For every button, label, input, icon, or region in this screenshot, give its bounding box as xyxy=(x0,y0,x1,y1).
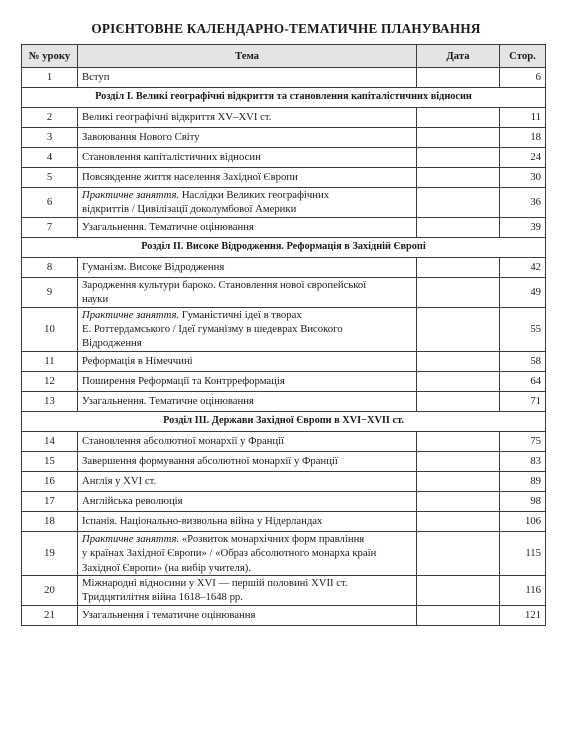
table-row xyxy=(22,277,546,307)
topic-text: Узагальнення. Тематичне оцінювання xyxy=(82,395,254,408)
lesson-number: 17 xyxy=(22,491,78,511)
table-row xyxy=(22,351,546,371)
lesson-date xyxy=(417,351,500,371)
lesson-page: 49 xyxy=(500,277,546,307)
topic-line xyxy=(82,170,412,184)
topic-text: Відродження xyxy=(82,337,142,350)
topic-line xyxy=(82,474,412,488)
topic-text: Становлення абсолютної монархії у Франції xyxy=(82,435,285,448)
lesson-date xyxy=(417,257,500,277)
lesson-topic xyxy=(78,168,417,188)
lesson-page: 36 xyxy=(500,188,546,218)
lesson-number: 10 xyxy=(22,307,78,351)
lesson-page: 89 xyxy=(500,471,546,491)
topic-line xyxy=(82,278,412,292)
header-page: Стор. xyxy=(500,45,546,68)
lesson-date xyxy=(417,511,500,531)
practical-lesson-label: Практичне заняття. xyxy=(82,308,180,321)
lesson-number: 14 xyxy=(22,431,78,451)
topic-line xyxy=(82,260,412,274)
lesson-topic xyxy=(78,511,417,531)
table-row xyxy=(22,108,546,128)
lesson-number: 7 xyxy=(22,217,78,237)
table-row xyxy=(22,531,546,575)
lesson-number: 3 xyxy=(22,128,78,148)
topic-line xyxy=(82,130,412,144)
practical-lesson-label: Практичне заняття. xyxy=(82,532,180,545)
topic-line xyxy=(82,308,412,322)
topic-line xyxy=(82,374,412,388)
lesson-date xyxy=(417,128,500,148)
header-date: Дата xyxy=(417,45,500,68)
section-heading-row xyxy=(22,411,546,431)
lesson-topic xyxy=(78,277,417,307)
lesson-page: 58 xyxy=(500,351,546,371)
lesson-number: 15 xyxy=(22,451,78,471)
header-topic: Тема xyxy=(78,45,417,68)
lesson-date xyxy=(417,108,500,128)
lesson-date xyxy=(417,451,500,471)
lesson-number: 18 xyxy=(22,511,78,531)
topic-line xyxy=(82,532,412,546)
lesson-topic xyxy=(78,128,417,148)
topic-text: у країнах Західної Європи» / «Образ абсолютного монарха країн xyxy=(82,547,377,560)
topic-text: Іспанія. Національно-визвольна війна у Нідерландах xyxy=(82,515,323,528)
lesson-date xyxy=(417,391,500,411)
lesson-number: 1 xyxy=(22,68,78,88)
topic-text: «Розвиток монархічних форм правління xyxy=(179,532,365,545)
lesson-date xyxy=(417,531,500,575)
table-row xyxy=(22,391,546,411)
lesson-page: 18 xyxy=(500,128,546,148)
table-row xyxy=(22,576,546,606)
section-heading-row xyxy=(22,237,546,257)
topic-text: Наслідки Великих географічних xyxy=(179,189,330,201)
table-row xyxy=(22,491,546,511)
lesson-topic xyxy=(78,531,417,575)
lesson-date xyxy=(417,491,500,511)
planning-table xyxy=(21,44,546,626)
lesson-topic xyxy=(78,68,417,88)
topic-line xyxy=(82,590,412,604)
lesson-page: 39 xyxy=(500,217,546,237)
lesson-number: 2 xyxy=(22,108,78,128)
lesson-topic xyxy=(78,391,417,411)
topic-text: Узагальнення. Тематичне оцінювання xyxy=(82,221,254,234)
table-header-row xyxy=(22,45,546,68)
practical-lesson-label: Практичне заняття. xyxy=(82,189,180,201)
table-row xyxy=(22,605,546,625)
topic-line xyxy=(82,110,412,124)
topic-line xyxy=(82,354,412,368)
lesson-number: 11 xyxy=(22,351,78,371)
lesson-topic xyxy=(78,108,417,128)
table-row xyxy=(22,128,546,148)
topic-text: Міжнародні відносини у XVI — першій половині XVII ст. xyxy=(82,577,348,590)
topic-text: Е. Роттердамського / Ідеї гуманізму в шедеврах Високого xyxy=(82,323,343,336)
lesson-page: 83 xyxy=(500,451,546,471)
lesson-number: 13 xyxy=(22,391,78,411)
table-row xyxy=(22,431,546,451)
topic-text: Узагальнення і тематичне оцінювання xyxy=(82,609,256,622)
topic-text: Становлення капіталістичних відносин xyxy=(82,151,261,164)
table-row xyxy=(22,511,546,531)
topic-text: Західної Європи» (на вибір учителя). xyxy=(82,561,252,574)
table-row xyxy=(22,257,546,277)
table-row xyxy=(22,307,546,351)
section-heading-row xyxy=(22,88,546,108)
lesson-date xyxy=(417,148,500,168)
lesson-page: 106 xyxy=(500,511,546,531)
lesson-page: 30 xyxy=(500,168,546,188)
lesson-topic xyxy=(78,257,417,277)
topic-text: Тридцятилітня війна 1618–1648 рр. xyxy=(82,591,243,604)
lesson-number: 9 xyxy=(22,277,78,307)
lesson-page: 121 xyxy=(500,605,546,625)
topic-text: Повсякденне життя населення Західної Європи xyxy=(82,171,298,184)
topic-text: Англійська революція xyxy=(82,495,183,508)
lesson-page: 115 xyxy=(500,531,546,575)
lesson-page: 98 xyxy=(500,491,546,511)
lesson-date xyxy=(417,168,500,188)
topic-line xyxy=(82,336,412,350)
lesson-date xyxy=(417,277,500,307)
topic-line xyxy=(82,561,412,575)
lesson-date xyxy=(417,605,500,625)
topic-text: Поширення Реформації та Контрреформація xyxy=(82,375,285,388)
lesson-date xyxy=(417,307,500,351)
lesson-topic xyxy=(78,217,417,237)
lesson-page: 6 xyxy=(500,68,546,88)
lesson-page: 116 xyxy=(500,576,546,606)
topic-line xyxy=(82,322,412,336)
lesson-number: 6 xyxy=(22,188,78,218)
lesson-date xyxy=(417,217,500,237)
topic-line xyxy=(82,202,412,216)
lesson-topic xyxy=(78,188,417,218)
table-row xyxy=(22,451,546,471)
lesson-topic xyxy=(78,605,417,625)
table-row xyxy=(22,68,546,88)
topic-line xyxy=(82,188,412,202)
topic-text: Завоювання Нового Світу xyxy=(82,131,200,144)
topic-line xyxy=(82,546,412,560)
lesson-date xyxy=(417,371,500,391)
lesson-date xyxy=(417,431,500,451)
topic-line xyxy=(82,514,412,528)
lesson-page: 24 xyxy=(500,148,546,168)
lesson-topic xyxy=(78,307,417,351)
topic-line xyxy=(82,70,412,84)
topic-line xyxy=(82,576,412,590)
table-row xyxy=(22,471,546,491)
lesson-page: 42 xyxy=(500,257,546,277)
lesson-topic xyxy=(78,451,417,471)
lesson-topic xyxy=(78,576,417,606)
topic-text: науки xyxy=(82,293,109,306)
topic-line xyxy=(82,150,412,164)
lesson-topic xyxy=(78,491,417,511)
lesson-date xyxy=(417,68,500,88)
lesson-page: 11 xyxy=(500,108,546,128)
topic-text: Завершення формування абсолютної монархії у Франції xyxy=(82,455,338,468)
header-lesson-number: № уроку xyxy=(22,45,78,68)
table-row xyxy=(22,217,546,237)
table-row xyxy=(22,188,546,218)
lesson-page: 55 xyxy=(500,307,546,351)
lesson-topic xyxy=(78,431,417,451)
topic-text: Гуманізм. Високе Відродження xyxy=(82,261,225,274)
page-title: ОРІЄНТОВНЕ КАЛЕНДАРНО-ТЕМАТИЧНЕ ПЛАНУВАННЯ xyxy=(91,21,481,36)
topic-text: Реформація в Німеччині xyxy=(82,355,193,368)
lesson-number: 4 xyxy=(22,148,78,168)
topic-line xyxy=(82,434,412,448)
topic-line xyxy=(82,394,412,408)
section-title: Розділ ІІ. Високе Відродження. Реформація в Західній Європі xyxy=(22,237,546,257)
lesson-number: 21 xyxy=(22,605,78,625)
lesson-topic xyxy=(78,371,417,391)
lesson-number: 20 xyxy=(22,576,78,606)
lesson-page: 71 xyxy=(500,391,546,411)
topic-text: відкриттів / Цивілізації доколумбової Америки xyxy=(82,203,297,216)
topic-line xyxy=(82,608,412,622)
topic-text: Великі географічні відкриття XV–XVI ст. xyxy=(82,111,272,124)
lesson-page: 75 xyxy=(500,431,546,451)
lesson-page: 64 xyxy=(500,371,546,391)
table-row xyxy=(22,371,546,391)
topic-line xyxy=(82,454,412,468)
table-body xyxy=(22,68,546,626)
topic-text: Англія у XVI ст. xyxy=(82,475,157,488)
topic-line xyxy=(82,494,412,508)
section-title: Розділ І. Великі географічні відкриття та становлення капіталістичних відносин xyxy=(22,88,546,108)
lesson-topic xyxy=(78,471,417,491)
lesson-number: 16 xyxy=(22,471,78,491)
lesson-topic xyxy=(78,351,417,371)
lesson-date xyxy=(417,576,500,606)
topic-text: Вступ xyxy=(82,71,110,84)
lesson-date xyxy=(417,471,500,491)
lesson-number: 8 xyxy=(22,257,78,277)
table-row xyxy=(22,148,546,168)
lesson-topic xyxy=(78,148,417,168)
topic-text: Зародження культури бароко. Становлення нової європейської xyxy=(82,278,367,291)
topic-line xyxy=(82,220,412,234)
lesson-date xyxy=(417,188,500,218)
topic-line xyxy=(82,292,412,306)
table-row xyxy=(22,168,546,188)
lesson-number: 19 xyxy=(22,531,78,575)
topic-text: Гуманістичні ідеї в творах xyxy=(179,308,302,321)
lesson-number: 12 xyxy=(22,371,78,391)
lesson-number: 5 xyxy=(22,168,78,188)
section-title: Розділ ІІІ. Держави Західної Європи в XVI−XVII ст. xyxy=(22,411,546,431)
